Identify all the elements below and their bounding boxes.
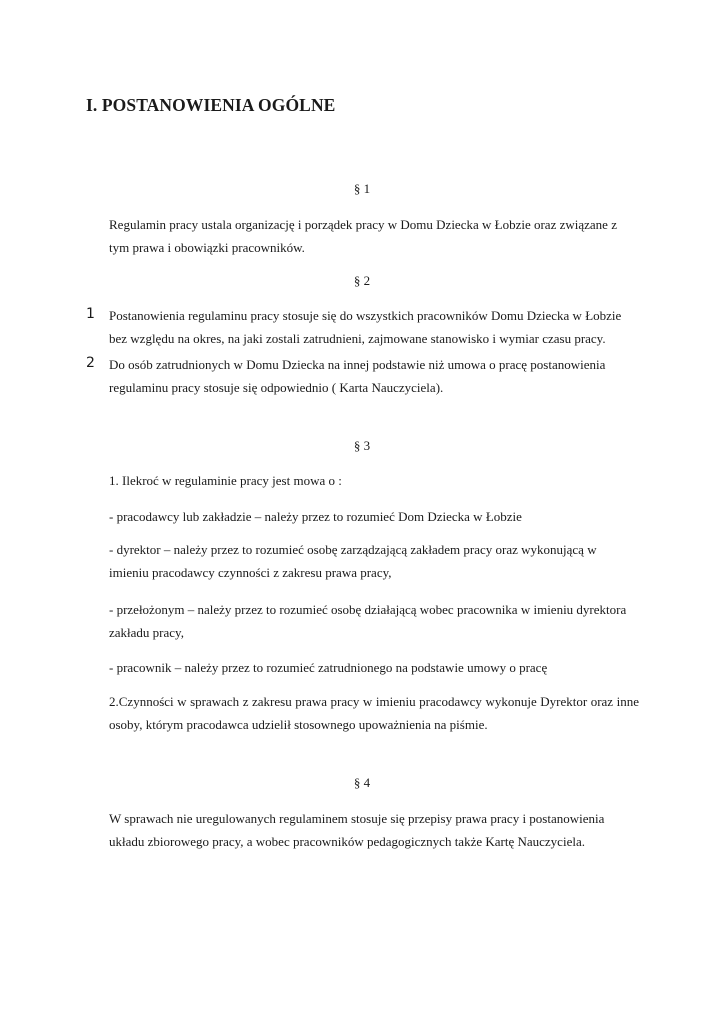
paragraph-sign-4: § 4 (353, 775, 371, 790)
paragraph-2-item-2: Do osób zatrudnionych w Domu Dziecka na innej podstawie niż umowa o pracę postanowienia regulaminu pracy stosuje się odpowiednio ( Karta Nauczyciela). (109, 357, 606, 395)
paragraph-3-point-2: 2.Czynności w sprawach z zakresu prawa pracy w imieniu pracodawcy wykonuje Dyrektor oraz inne osoby, którym pracodawca udzielił stosownego upoważnienia na piśmie. (109, 694, 639, 732)
definition-item: - pracodawcy lub zakładzie – należy przez to rozumieć Dom Dziecka w Łobzie (109, 509, 522, 524)
section-heading: I. POSTANOWIENIA OGÓLNE (86, 95, 336, 115)
definition-item: - pracownik – należy przez to rozumieć zatrudnionego na podstawie umowy o pracę (109, 660, 548, 675)
list-number-2: 2 (86, 355, 95, 371)
list-number-1: 1 (86, 306, 95, 322)
paragraph-2-item-1: Postanowienia regulaminu pracy stosuje się do wszystkich pracowników Domu Dziecka w Łobzie bez względu na okres, na jaki zostali zatrudnieni, zajmowane stanowisko i wymiar czasu pracy. (109, 308, 622, 346)
paragraph-sign-2: § 2 (353, 273, 371, 288)
definition-item: - dyrektor – należy przez to rozumieć osobę zarządzającą zakładem pracy oraz wykonującą w imieniu pracodawcy czynności z zakresu prawa pracy, (109, 542, 597, 580)
paragraph-4-text: W sprawach nie uregulowanych regulaminem stosuje się przepisy prawa pracy i postanowienia układu zbiorowego pracy, a wobec pracowników pedagogicznych także Kartę Nauczyciela. (109, 811, 605, 849)
paragraph-1-text: Regulamin pracy ustala organizację i porządek pracy w Domu Dziecka w Łobzie oraz związane z tym prawa i obowiązki pracowników. (109, 217, 617, 255)
paragraph-3-intro: 1. Ilekroć w regulaminie pracy jest mowa o : (109, 473, 342, 488)
paragraph-sign-3: § 3 (353, 438, 371, 453)
definition-item: - przełożonym – należy przez to rozumieć osobę działającą wobec pracownika w imieniu dyrektora zakładu pracy, (109, 602, 627, 640)
paragraph-sign-1: § 1 (353, 181, 371, 196)
